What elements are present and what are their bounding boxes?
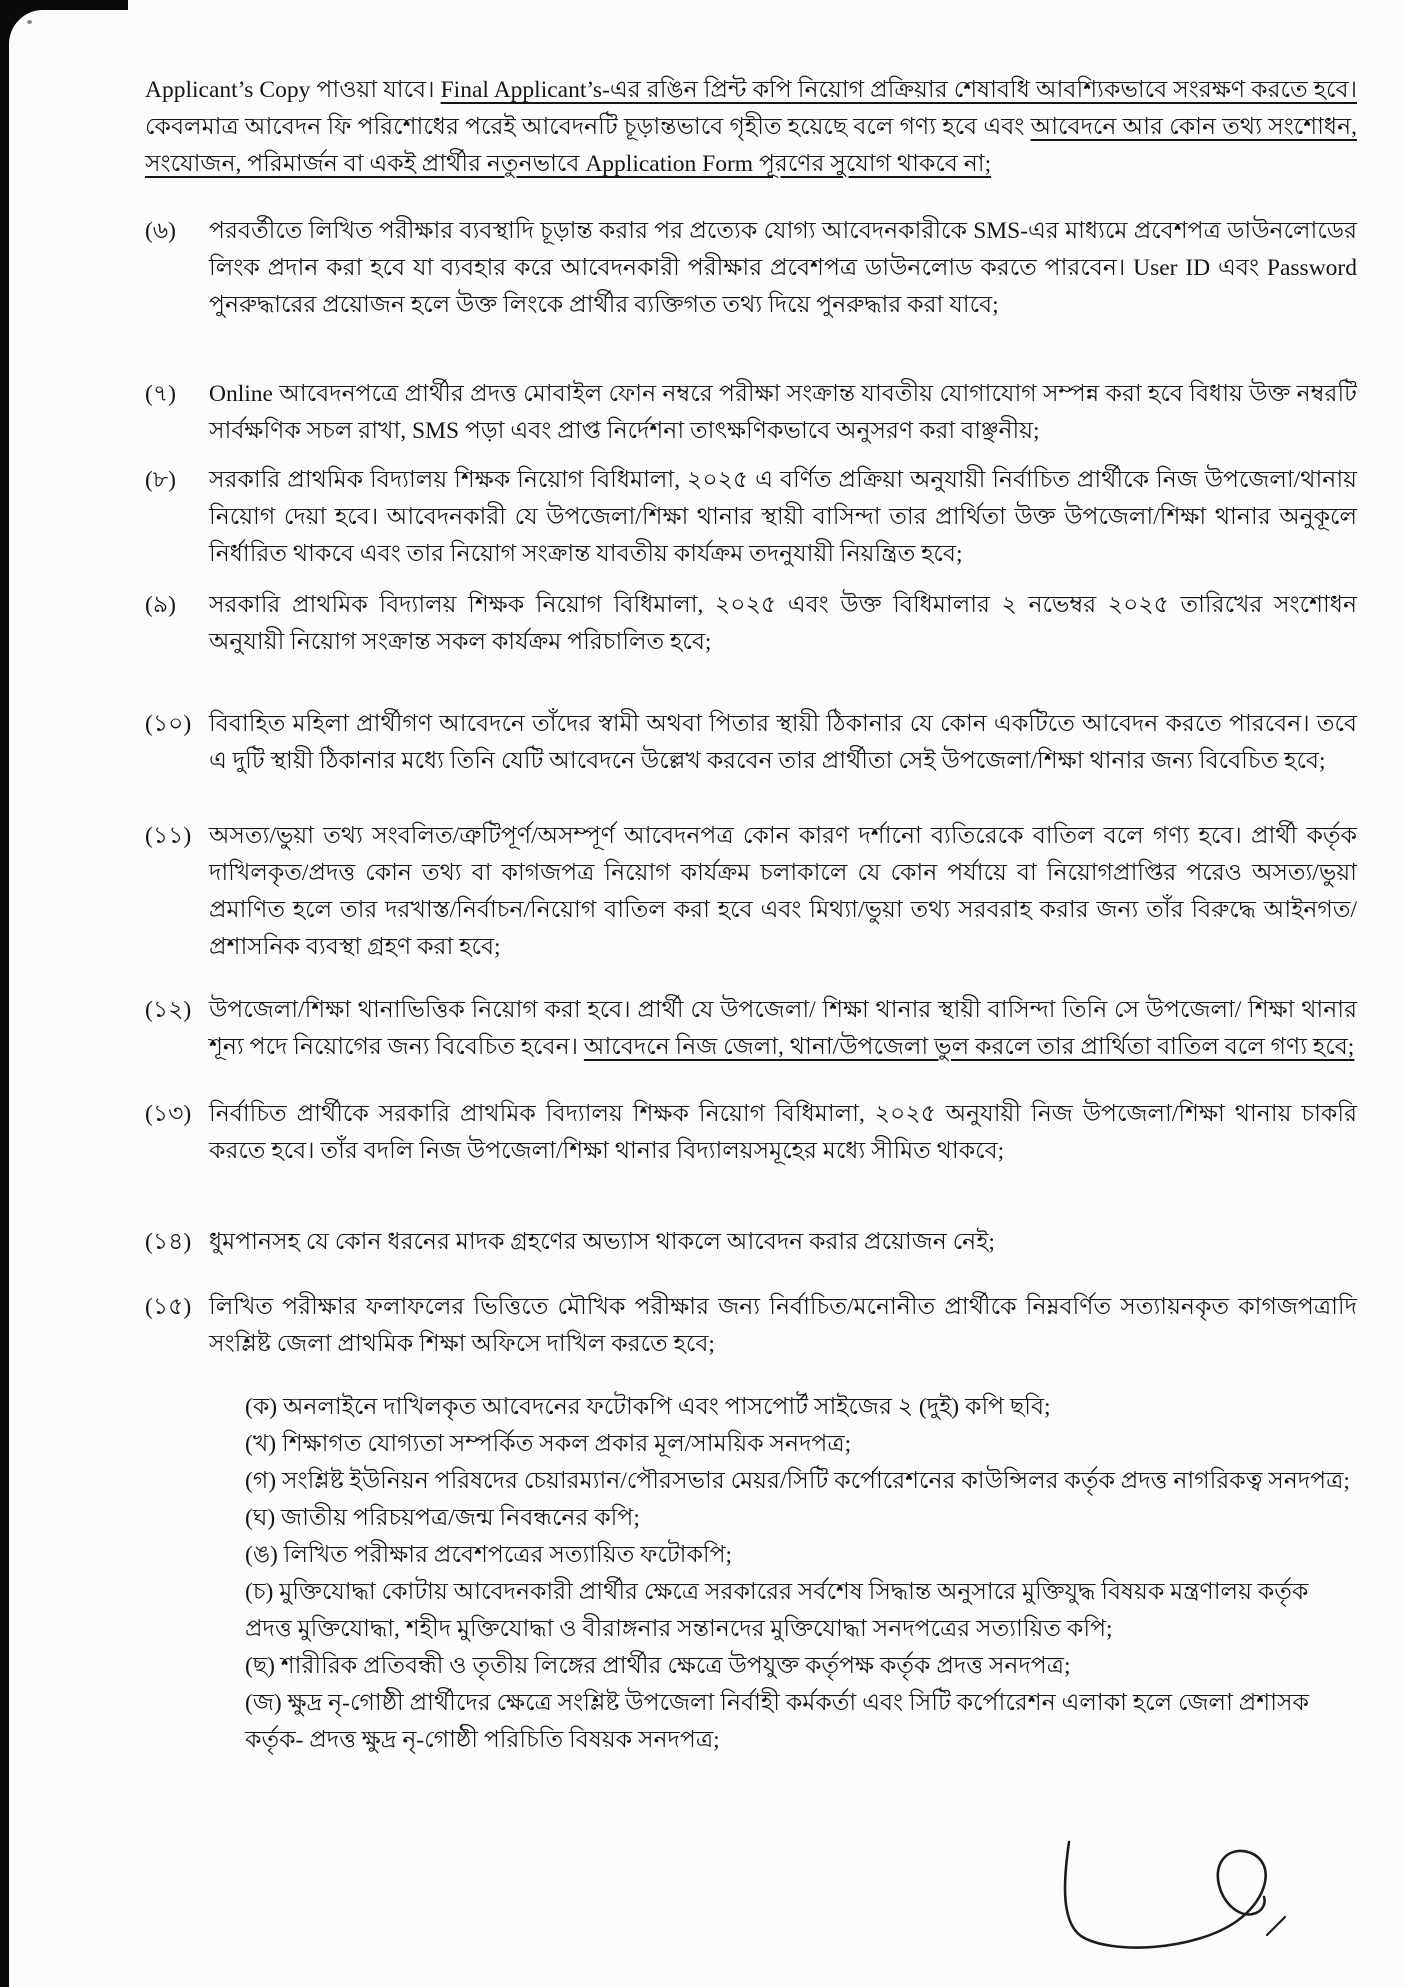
sub-item-text: লিখিত পরীক্ষার প্রবেশপত্রের সত্যায়িত ফটোকপি; (283, 1542, 733, 1568)
sub-item-text: শারীরিক প্রতিবন্ধী ও তৃতীয় লিঙ্গের প্রার্থীর ক্ষেত্রে উপযুক্ত কর্তৃপক্ষ কর্তৃক প্রদত্ত সনদপত্র; (280, 1653, 1071, 1679)
item-body: উপজেলা/শিক্ষা থানাভিত্তিক নিয়োগ করা হবে। প্রার্থী যে উপজেলা/ শিক্ষা থানার স্থায়ী বাসিন্দা তিনি সে উপজেলা/ শিক্ষা থানার শূন্য পদে নিয়োগের জন্য বিবেচিত হবেন। আবেদনে নিজ জেলা, থানা/উপজেলা ভুল করলে তার প্রার্থিতা বাতিল বলে গণ্য হবে; (209, 997, 1357, 1060)
sub-item-label: (খ) (245, 1431, 277, 1457)
scan-speck (27, 20, 32, 24)
sub-item-label: (ঙ) (245, 1542, 278, 1568)
list-item (145, 818, 1357, 966)
handwritten-signature-scribble (1055, 1839, 1305, 1959)
list-item (145, 1096, 1357, 1170)
list-item (245, 1500, 1357, 1537)
list-item (245, 1537, 1357, 1574)
item-number: (৭) (145, 381, 176, 407)
list-item (245, 1426, 1357, 1463)
scan-border-corner (0, 0, 128, 92)
item-body: Online আবেদনপত্রে প্রার্থীর প্রদত্ত মোবাইল ফোন নম্বরে পরীক্ষা সংক্রান্ত যাবতীয় যোগাযোগ সম্পন্ন করা হবে বিধায় উক্ত নম্বরটি সার্বক্ষণিক সচল রাখা, SMS পড়া এবং প্রাপ্ত নির্দেশনা তাৎক্ষণিকভাবে অনুসরণ করা বাঞ্ছনীয়; (209, 381, 1357, 444)
sub-item-text: জাতীয় পরিচয়পত্র/জন্ম নিবন্ধনের কপি; (281, 1505, 640, 1531)
item-body: নির্বাচিত প্রার্থীকে সরকারি প্রাথমিক বিদ্যালয় শিক্ষক নিয়োগ বিধিমালা, ২০২৫ অনুযায়ী নিজ উপজেলা/শিক্ষা থানায় চাকরি করতে হবে। তাঁর বদলি নিজ উপজেলা/শিক্ষা থানার বিদ্যালয়সমূহের মধ্যে সীমিত থাকবে; (209, 1101, 1357, 1164)
item-number: (১২) (145, 997, 192, 1023)
sub-item-label: (ছ) (245, 1653, 275, 1679)
scan-border-left (0, 0, 9, 1987)
sub-item-label: (ঘ) (245, 1505, 276, 1531)
item-number: (১৪) (145, 1229, 192, 1255)
list-item (245, 1463, 1357, 1500)
sub-item-text: অনলাইনে দাখিলকৃত আবেদনের ফটোকপি এবং পাসপোর্ট সাইজের ২ (দুই) কপি ছবি; (282, 1394, 1051, 1420)
document-body (145, 72, 1357, 1759)
list-item (145, 1289, 1357, 1759)
sub-item-text: ক্ষুদ্র নৃ-গোষ্ঠী প্রার্থীদের ক্ষেত্রে সংশ্লিষ্ট উপজেলা নির্বাহী কর্মকর্তা এবং সিটি কর্পোরেশন এলাকা হলে জেলা প্রশাসক কর্তৃক- প্রদত্ত ক্ষুদ্র নৃ-গোষ্ঠী পরিচিতি বিষয়ক সনদপত্র; (245, 1690, 1309, 1753)
sub-item-label: (জ) (245, 1690, 282, 1716)
list-item (245, 1574, 1357, 1648)
item-body: সরকারি প্রাথমিক বিদ্যালয় শিক্ষক নিয়োগ বিধিমালা, ২০২৫ এবং উক্ত বিধিমালার ২ নভেম্বর ২০২৫ তারিখের সংশোধন অনুযায়ী নিয়োগ সংক্রান্ত সকল কার্যক্রম পরিচালিত হবে; (209, 592, 1357, 655)
list-item (245, 1685, 1357, 1759)
item-number: (১১) (145, 823, 192, 849)
sub-item-label: (ক) (245, 1394, 278, 1420)
item-number: (৮) (145, 467, 176, 493)
item-number: (৯) (145, 592, 176, 618)
list-item (145, 1224, 1357, 1261)
sub-item-text: মুক্তিযোদ্ধা কোটায় আবেদনকারী প্রার্থীর ক্ষেত্রে সরকারের সর্বশেষ সিদ্ধান্ত অনুসারে মুক্তিযুদ্ধ বিষয়ক মন্ত্রণালয় কর্তৃক প্রদত্ত মুক্তিযোদ্ধা, শহীদ মুক্তিযোদ্ধা ও বীরাঙ্গনার সন্তানদের মুক্তিযোদ্ধা সনদপত্রের সত্যায়িত কপি; (245, 1579, 1309, 1642)
item-body: ধুমপানসহ যে কোন ধরনের মাদক গ্রহণের অভ্যাস থাকলে আবেদন করার প্রয়োজন নেই; (209, 1229, 995, 1255)
required-documents-list (245, 1389, 1357, 1759)
item-number: (৬) (145, 218, 176, 244)
item-body: পরবর্তীতে লিখিত পরীক্ষার ব্যবস্থাদি চূড়ান্ত করার পর প্রত্যেক যোগ্য আবেদনকারীকে SMS-এর মাধ্যমে প্রবেশপত্র ডাউনলোডের লিংক প্রদান করা হবে যা ব্যবহার করে আবেদনকারী পরীক্ষার প্রবেশপত্র ডাউনলোড করতে পারবেন। User ID এবং Password পুনরুদ্ধারের প্রয়োজন হলে উক্ত লিংকে প্রার্থীর ব্যক্তিগত তথ্য দিয়ে পুনরুদ্ধার করা যাবে; (209, 218, 1357, 318)
sub-item-label: (চ) (245, 1579, 274, 1605)
list-item (145, 376, 1357, 450)
item-body: লিখিত পরীক্ষার ফলাফলের ভিত্তিতে মৌখিক পরীক্ষার জন্য নির্বাচিত/মনোনীত প্রার্থীকে নিম্নবর্ণিত সত্যায়নকৃত কাগজপত্রাদি সংশ্লিষ্ট জেলা প্রাথমিক শিক্ষা অফিসে দাখিল করতে হবে; (209, 1294, 1357, 1357)
sub-item-label: (গ) (245, 1468, 277, 1494)
list-item (145, 992, 1357, 1066)
list-item (145, 462, 1357, 573)
list-item (145, 213, 1357, 324)
sub-item-text: শিক্ষাগত যোগ্যতা সম্পর্কিত সকল প্রকার মূল/সাময়িক সনদপত্র; (281, 1431, 852, 1457)
item-body: সরকারি প্রাথমিক বিদ্যালয় শিক্ষক নিয়োগ বিধিমালা, ২০২৫ এ বর্ণিত প্রক্রিয়া অনুযায়ী নির্বাচিত প্রার্থীকে নিজ উপজেলা/থানায় নিয়োগ দেয়া হবে। আবেদনকারী যে উপজেলা/শিক্ষা থানার স্থায়ী বাসিন্দা তার প্রার্থিতা উক্ত উপজেলা/শিক্ষা থানার অনুকূলে নির্ধারিত থাকবে এবং তার নিয়োগ সংক্রান্ত যাবতীয় কার্যক্রম তদনুযায়ী নিয়ন্ত্রিত হবে; (209, 467, 1357, 567)
item-body: বিবাহিত মহিলা প্রার্থীগণ আবেদনে তাঁদের স্বামী অথবা পিতার স্থায়ী ঠিকানার যে কোন একটিতে আবেদন করতে পারবেন। তবে এ দুটি স্থায়ী ঠিকানার মধ্যে তিনি যেটি আবেদনে উল্লেখ করবেন তার প্রার্থীতা সেই উপজেলা/শিক্ষা থানার জন্য বিবেচিত হবে; (209, 711, 1357, 774)
intro-paragraph: Applicant’s Copy পাওয়া যাবে। Final Applicant’s-এর রঙিন প্রিন্ট কপি নিয়োগ প্রক্রিয়ার শেষাবধি আবশ্যিকভাবে সংরক্ষণ করতে হবে। কেবলমাত্র আবেদন ফি পরিশোধের পরেই আবেদনটি চূড়ান্তভাবে গৃহীত হয়েছে বলে গণ্য হবে এবং আবেদনে আর কোন তথ্য সংশোধন, সংযোজন, পরিমার্জন বা একই প্রার্থীর নতুনভাবে Application Form পূরণের সুযোগ থাকবে না; (145, 77, 1357, 177)
item-number: (১০) (145, 711, 192, 737)
list-item (245, 1389, 1357, 1426)
list-item (245, 1648, 1357, 1685)
list-item (145, 706, 1357, 780)
item-number: (১৫) (145, 1294, 192, 1320)
sub-item-text: সংশ্লিষ্ট ইউনিয়ন পরিষদের চেয়ারম্যান/পৌরসভার মেয়র/সিটি কর্পোরেশনের কাউন্সিলর কর্তৃক প্রদত্ত নাগরিকত্ব সনদপত্র; (281, 1468, 1350, 1494)
item-number: (১৩) (145, 1101, 192, 1127)
list-item (145, 587, 1357, 661)
item-body: অসত্য/ভুয়া তথ্য সংবলিত/ত্রুটিপূর্ণ/অসম্পূর্ণ আবেদনপত্র কোন কারণ দর্শানো ব্যতিরেকে বাতিল বলে গণ্য হবে। প্রার্থী কর্তৃক দাখিলকৃত/প্রদত্ত কোন তথ্য বা কাগজপত্র নিয়োগ কার্যক্রম চলাকালে যে কোন পর্যায়ে বা নিয়োগপ্রাপ্তির পরেও অসত্য/ভুয়া প্রমাণিত হলে তার দরখাস্ত/নির্বাচন/নিয়োগ বাতিল করা হবে এবং মিথ্যা/ভুয়া তথ্য সরবরাহ করার জন্য তাঁর বিরুদ্ধে আইনগত/প্রশাসনিক ব্যবস্থা গ্রহণ করা হবে; (209, 823, 1357, 960)
